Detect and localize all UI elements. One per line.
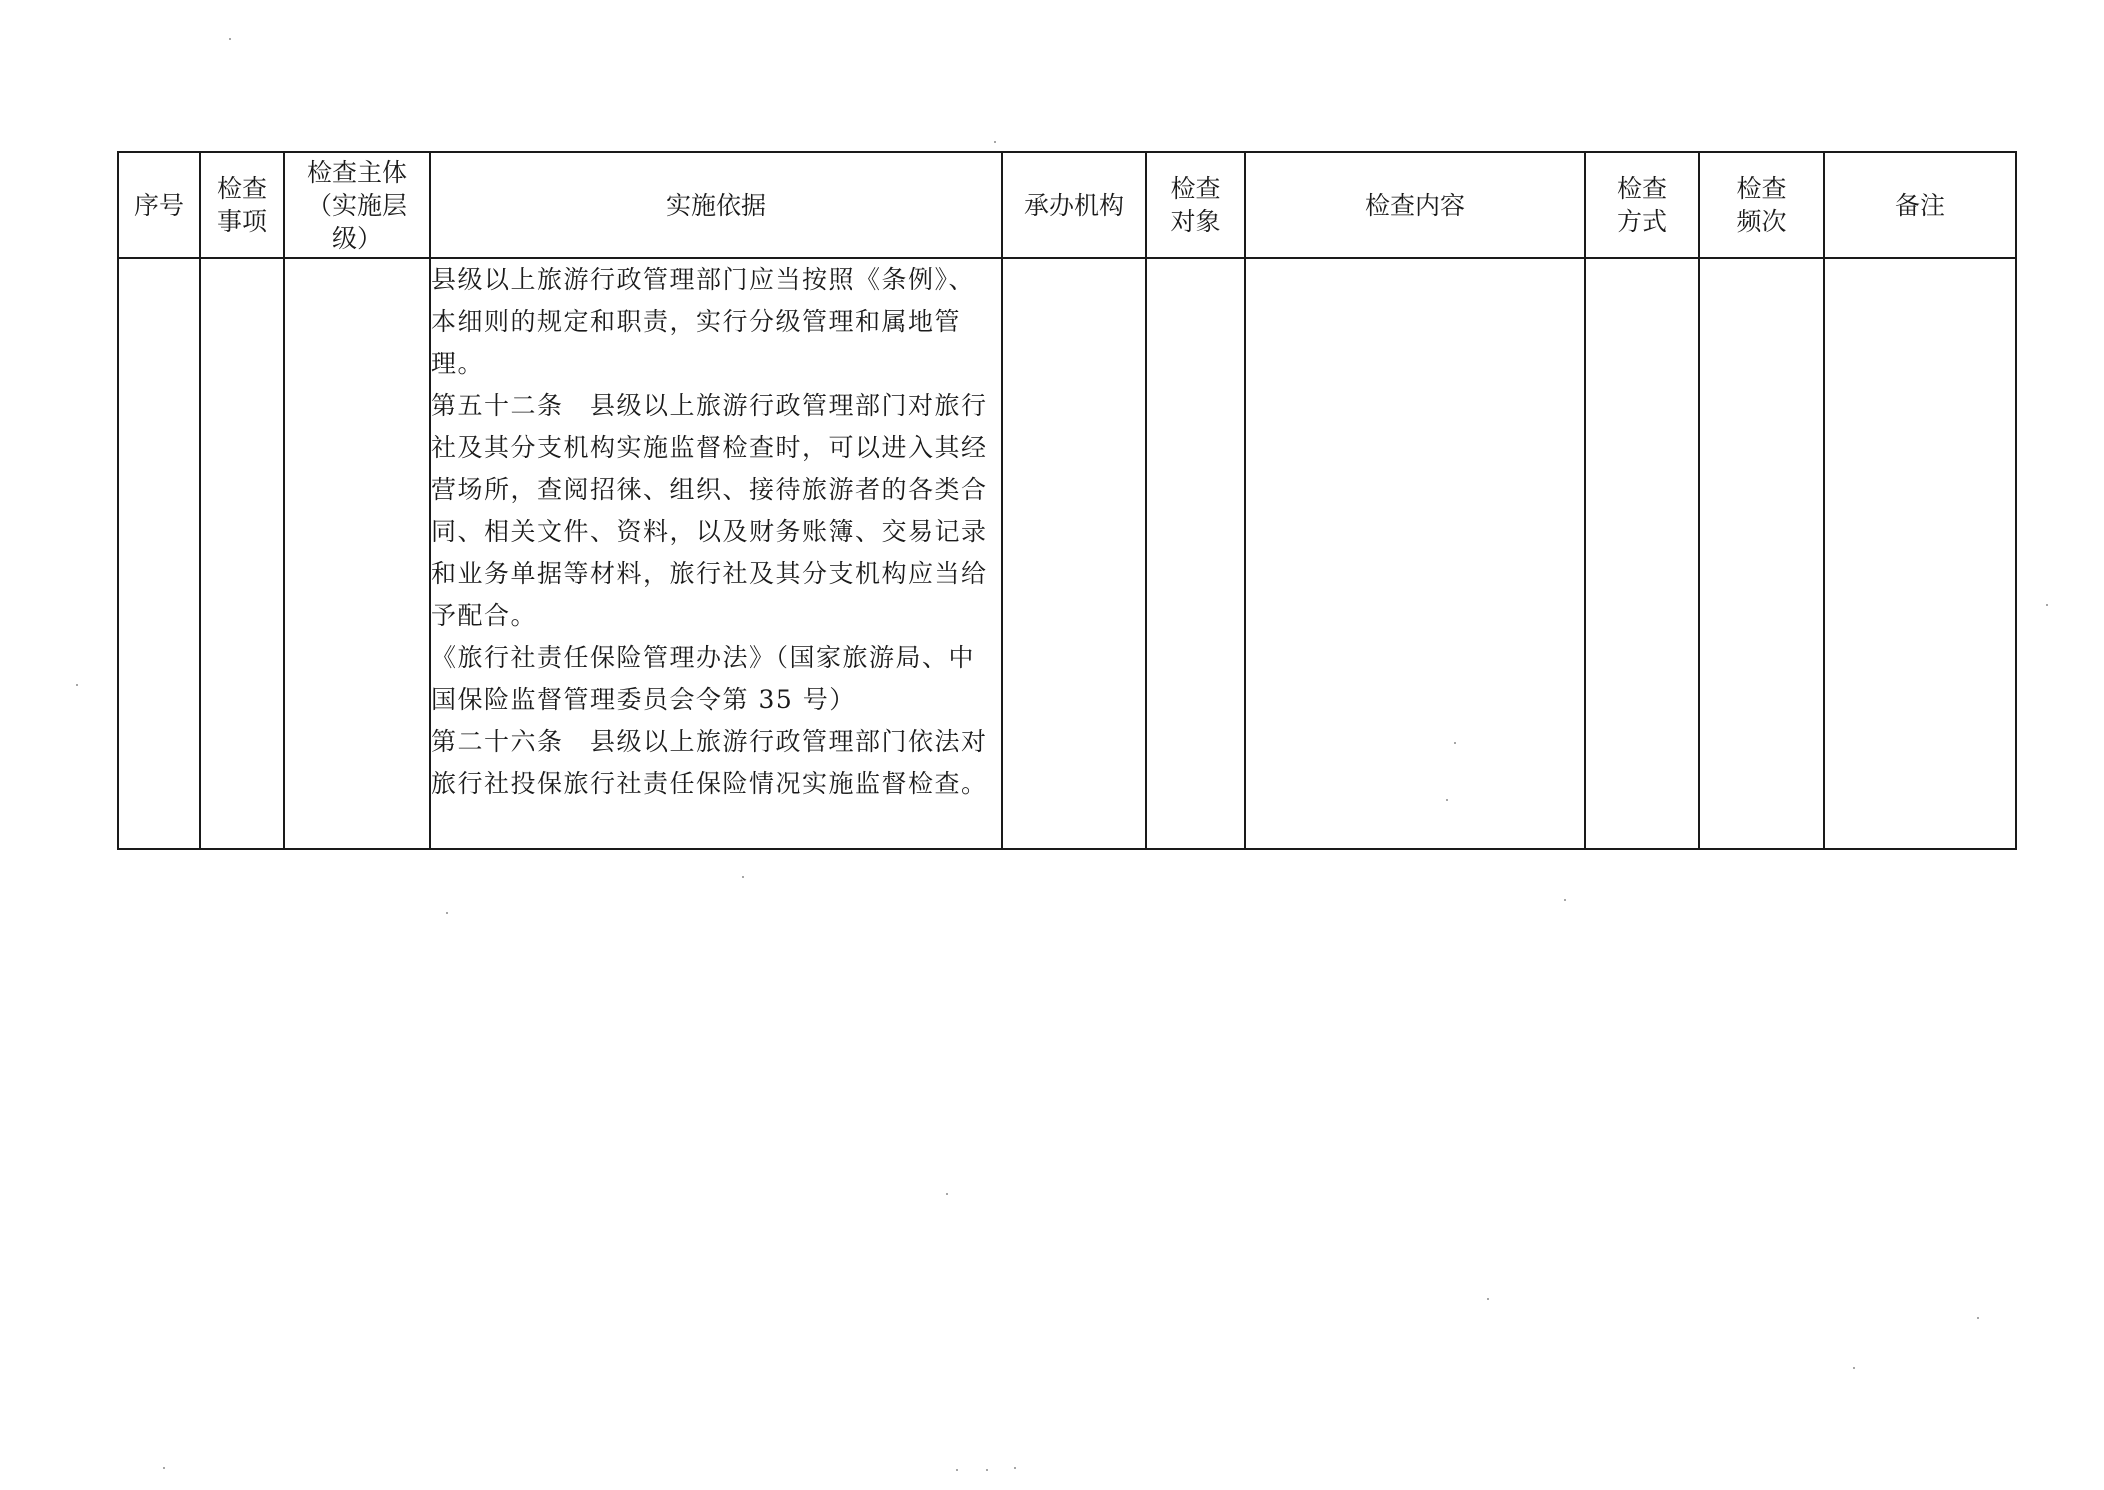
- cell-seq: [118, 258, 200, 849]
- cell-basis: [430, 258, 1002, 849]
- cell-method: [1585, 258, 1699, 849]
- header-seq: [118, 152, 200, 258]
- header-item: [200, 152, 284, 258]
- scan-speck: [1853, 1367, 1855, 1369]
- cell-subject: [284, 258, 430, 849]
- table-row: [118, 258, 2016, 849]
- basis-paragraph: 县级以上旅游行政管理部门应当按照《条例》、本细则的规定和职责，实行分级管理和属地管理。: [431, 265, 976, 378]
- scan-speck: [163, 1467, 165, 1469]
- header-item-label: 检查 事项: [216, 174, 267, 236]
- basis-paragraph: 第二十六条 县级以上旅游行政管理部门依法对旅行社投保旅行社责任保险情况实施监督检查。: [431, 727, 988, 798]
- scan-speck: [986, 1469, 988, 1471]
- scan-speck: [956, 1469, 958, 1471]
- cell-agency: [1002, 258, 1146, 849]
- header-agency-label: 承办机构: [1023, 190, 1124, 220]
- header-method: [1585, 152, 1699, 258]
- scan-speck: [229, 38, 231, 40]
- scan-speck: [1454, 742, 1456, 744]
- scan-speck: [1977, 1317, 1979, 1319]
- header-content: [1245, 152, 1585, 258]
- header-basis: [430, 152, 1002, 258]
- scan-speck: [1564, 899, 1566, 901]
- header-subject-label: 检查主体 （实施层 级）: [306, 157, 407, 253]
- header-remarks-label: 备注: [1894, 190, 1945, 220]
- header-target: [1146, 152, 1245, 258]
- scan-speck: [742, 876, 744, 878]
- header-agency: [1002, 152, 1146, 258]
- header-frequency-label: 检查 频次: [1736, 174, 1787, 236]
- header-basis-label: 实施依据: [665, 190, 766, 220]
- cell-remarks: [1824, 258, 2016, 849]
- cell-content: [1245, 258, 1585, 849]
- scan-speck: [946, 1193, 948, 1195]
- scan-speck: [2046, 604, 2048, 606]
- scan-speck: [446, 912, 448, 914]
- header-frequency: [1699, 152, 1824, 258]
- cell-frequency: [1699, 258, 1824, 849]
- header-remarks: [1824, 152, 2016, 258]
- scan-speck: [994, 141, 996, 143]
- scan-speck: [1487, 1298, 1489, 1300]
- cell-item: [200, 258, 284, 849]
- header-subject: [284, 152, 430, 258]
- scan-speck: [1446, 799, 1448, 801]
- scan-speck: [1014, 1467, 1016, 1469]
- header-content-label: 检查内容: [1364, 190, 1465, 220]
- cell-target: [1146, 258, 1245, 849]
- basis-paragraph: 第五十二条 县级以上旅游行政管理部门对旅行社及其分支机构实施监督检查时，可以进入其经营场所，查阅招徕、组织、接待旅游者的各类合同、相关文件、资料，以及财务账簿、交易记录和业务单据等材料，旅行社及其分支机构应当给予配合。: [431, 391, 988, 630]
- inspection-table: [117, 151, 2017, 850]
- header-target-label: 检查 对象: [1170, 174, 1221, 236]
- basis-paragraph: 《旅行社责任保险管理办法》（国家旅游局、中国保险监督管理委员会令第 35 号）: [431, 643, 976, 714]
- table-header-row: [118, 152, 2016, 258]
- header-seq-label: 序号: [133, 190, 184, 220]
- header-method-label: 检查 方式: [1616, 174, 1667, 236]
- scan-speck: [76, 684, 78, 686]
